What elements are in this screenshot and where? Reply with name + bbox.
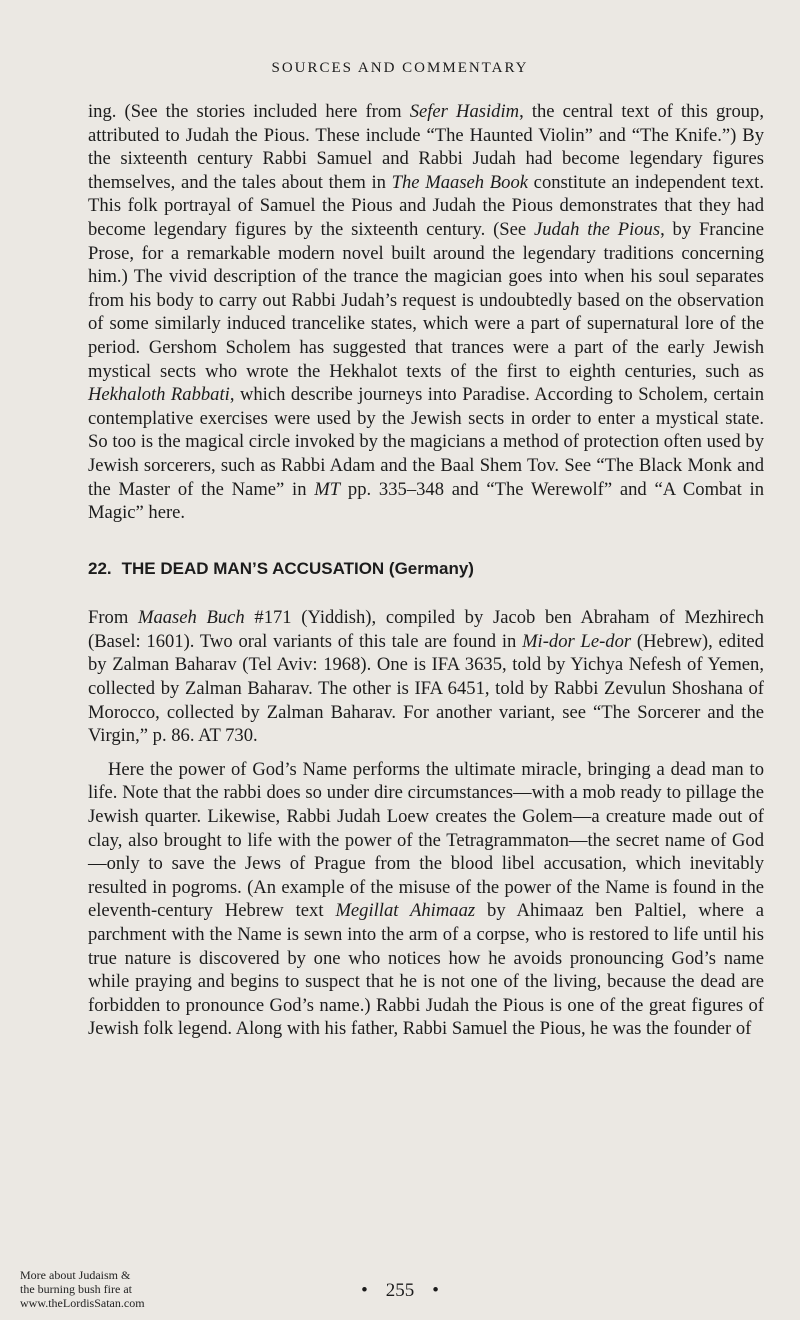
section-title: THE DEAD MAN’S ACCUSATION (Germany) [121, 558, 474, 578]
page-number: 255 [385, 1280, 415, 1301]
section-heading [88, 557, 764, 581]
watermark-line: www.theLordisSatan.com [20, 1296, 145, 1310]
italic-title: Hekhaloth Rabbati [88, 384, 230, 406]
paragraph [88, 758, 764, 1041]
italic-title: Mi-dor Le-dor [522, 630, 632, 652]
paragraph [88, 100, 764, 525]
text-run: ing. (See the stories included here from [88, 101, 410, 122]
commentary-continued [88, 100, 764, 525]
italic-title: MT [314, 478, 341, 500]
watermark-line: More about Judaism & [20, 1268, 131, 1282]
text-run: , which describe journeys into Paradise. According to Scholem, certain contemplative exercises were used by the Jewish sects in order to enter a mystical state. So too is the magical circle invoked by the magicians a method of protection often used by Jewish sorcerers, such as Rabbi Adam and the Baal Shem Tov. See “The Black Monk and the Master of the Name” in [88, 384, 764, 500]
italic-title: Megillat Ahimaaz [335, 900, 476, 922]
italic-title: Sefer Hasidim [409, 101, 520, 122]
text-run: Here the power of God’s Name performs the ultimate miracle, bringing a dead man to life. Note that the rabbi does so under dire circumstances—with a mob ready to pillage the Jewish quarter. Likewise, Rabbi Judah Loew creates the Golem—a creature made out of clay, also brought to life with the power of the Tetragrammaton—the secret name of God—only to save the Jews of Prague from the blood libel accusation, which inevitably resulted in pogroms. (An example of the misuse of the power of the Name is found in the eleventh-century Hebrew text [88, 758, 764, 922]
paragraph [88, 606, 764, 748]
text-run: #171 (Yiddish), compiled by Jacob ben Abraham of Mezhirech (Basel: 1601). Two oral variants of this tale are found in [88, 607, 764, 652]
running-head: SOURCES AND COMMENTARY [271, 60, 529, 76]
section-number: 22. [88, 558, 112, 578]
text-run: constitute an independent text. This folk portrayal of Samuel the Pious and Judah the Pious demonstrates that they had become legendary figures by the sixteenth century. (See [88, 171, 764, 240]
watermark-line: the burning bush fire at [20, 1282, 132, 1296]
text-run: , the central text of this group, attributed to Judah the Pious. These include “The Haunted Violin” and “The Knife.”) By the sixteenth century Rabbi Samuel and Rabbi Judah had become legendary figures themselves, and the tales about them in [88, 101, 764, 193]
italic-title: The Maaseh Book [391, 171, 528, 193]
section-commentary [88, 606, 764, 1041]
bullet-left-icon: • [361, 1280, 368, 1301]
italic-title: Judah the Pious [533, 218, 661, 240]
text-run: From [88, 607, 138, 629]
page-body [88, 100, 764, 1041]
bullet-right-icon: • [432, 1280, 439, 1301]
watermark [20, 1268, 145, 1310]
text-run: , by Francine Prose, for a remarkable modern novel built around the legendary traditions concerning him.) The vivid description of the trance the magician goes into when his soul separates from his body to carry out Rabbi Judah’s request is undoubtedly based on the observation of some similarly induced trancelike states, which were a part of supernatural lore of the period. Gershom Scholem has suggested that trances were a part of the early Jewish mystical sects who wrote the Hekhalot texts of the first to eighth centuries, such as [88, 218, 764, 382]
text-run: pp. 335–348 and “The Werewolf” and “A Combat in Magic” here. [88, 478, 764, 524]
italic-title: Maaseh Buch [137, 607, 245, 629]
text-run: by Ahimaaz ben Paltiel, where a parchment with the Name is sewn into the arm of a corpse, who is restored to life until his true nature is discovered by one who notices how he avoids pronouncing God’s name while praying and begins to suspect that he is not one of the living, because the dead are forbidden to pronounce God’s name.) Rabbi Judah the Pious is one of the great figures of Jewish folk legend. Along with his father, Rabbi Samuel the Pious, he was the founder of [88, 900, 765, 1040]
text-run: (Hebrew), edited by Zalman Baharav (Tel Aviv: 1968). One is IFA 3635, told by Yichya Nefesh of Yemen, collected by Zalman Baharav. The other is IFA 6451, told by Rabbi Zevulun Shoshana of Morocco, collected by Zalman Baharav. For another variant, see “The Sorcerer and the Virgin,” p. 86. AT 730. [88, 630, 764, 747]
